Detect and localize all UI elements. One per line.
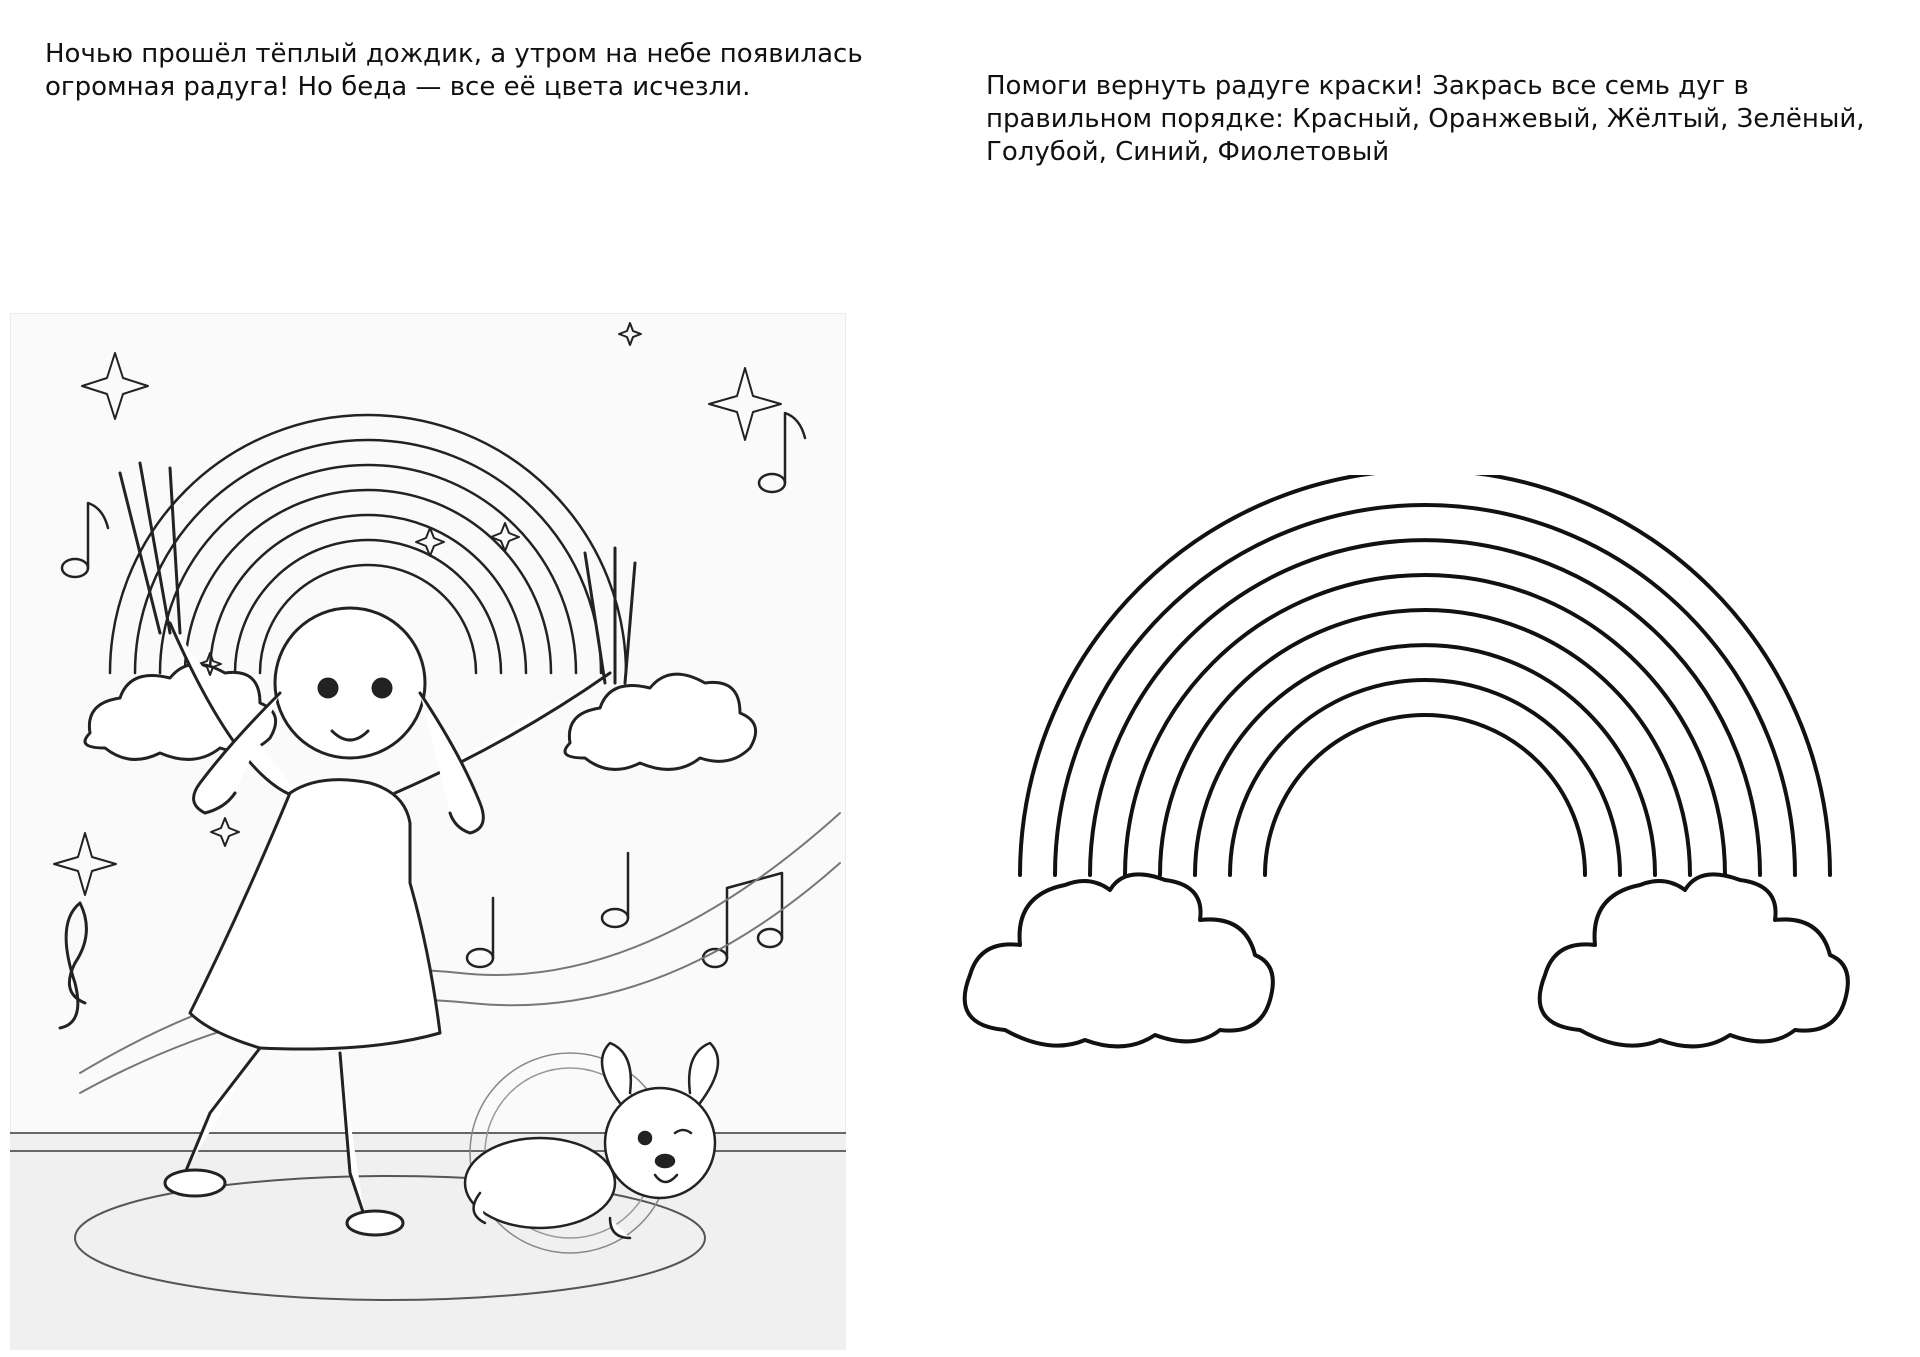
story-paragraph: Ночью прошёл тёплый дождик, а утром на небе появилась огромная радуга! Но беда — все её цвета исчезли.: [45, 39, 863, 102]
rainbow-arcs: [1020, 475, 1830, 875]
left-cloud: [965, 874, 1273, 1046]
task-instructions: Помоги вернуть радуге краски! Закрась все семь дуг в правильном порядке: Красный, Оранжевый, Жёлтый, Зелёный, Голубой, Синий, Фиолетовый: [986, 71, 1865, 167]
right-cloud: [1540, 874, 1848, 1046]
girl-coloring-illustration: [10, 313, 846, 1350]
rainbow-coloring-outline: [960, 475, 1890, 1075]
